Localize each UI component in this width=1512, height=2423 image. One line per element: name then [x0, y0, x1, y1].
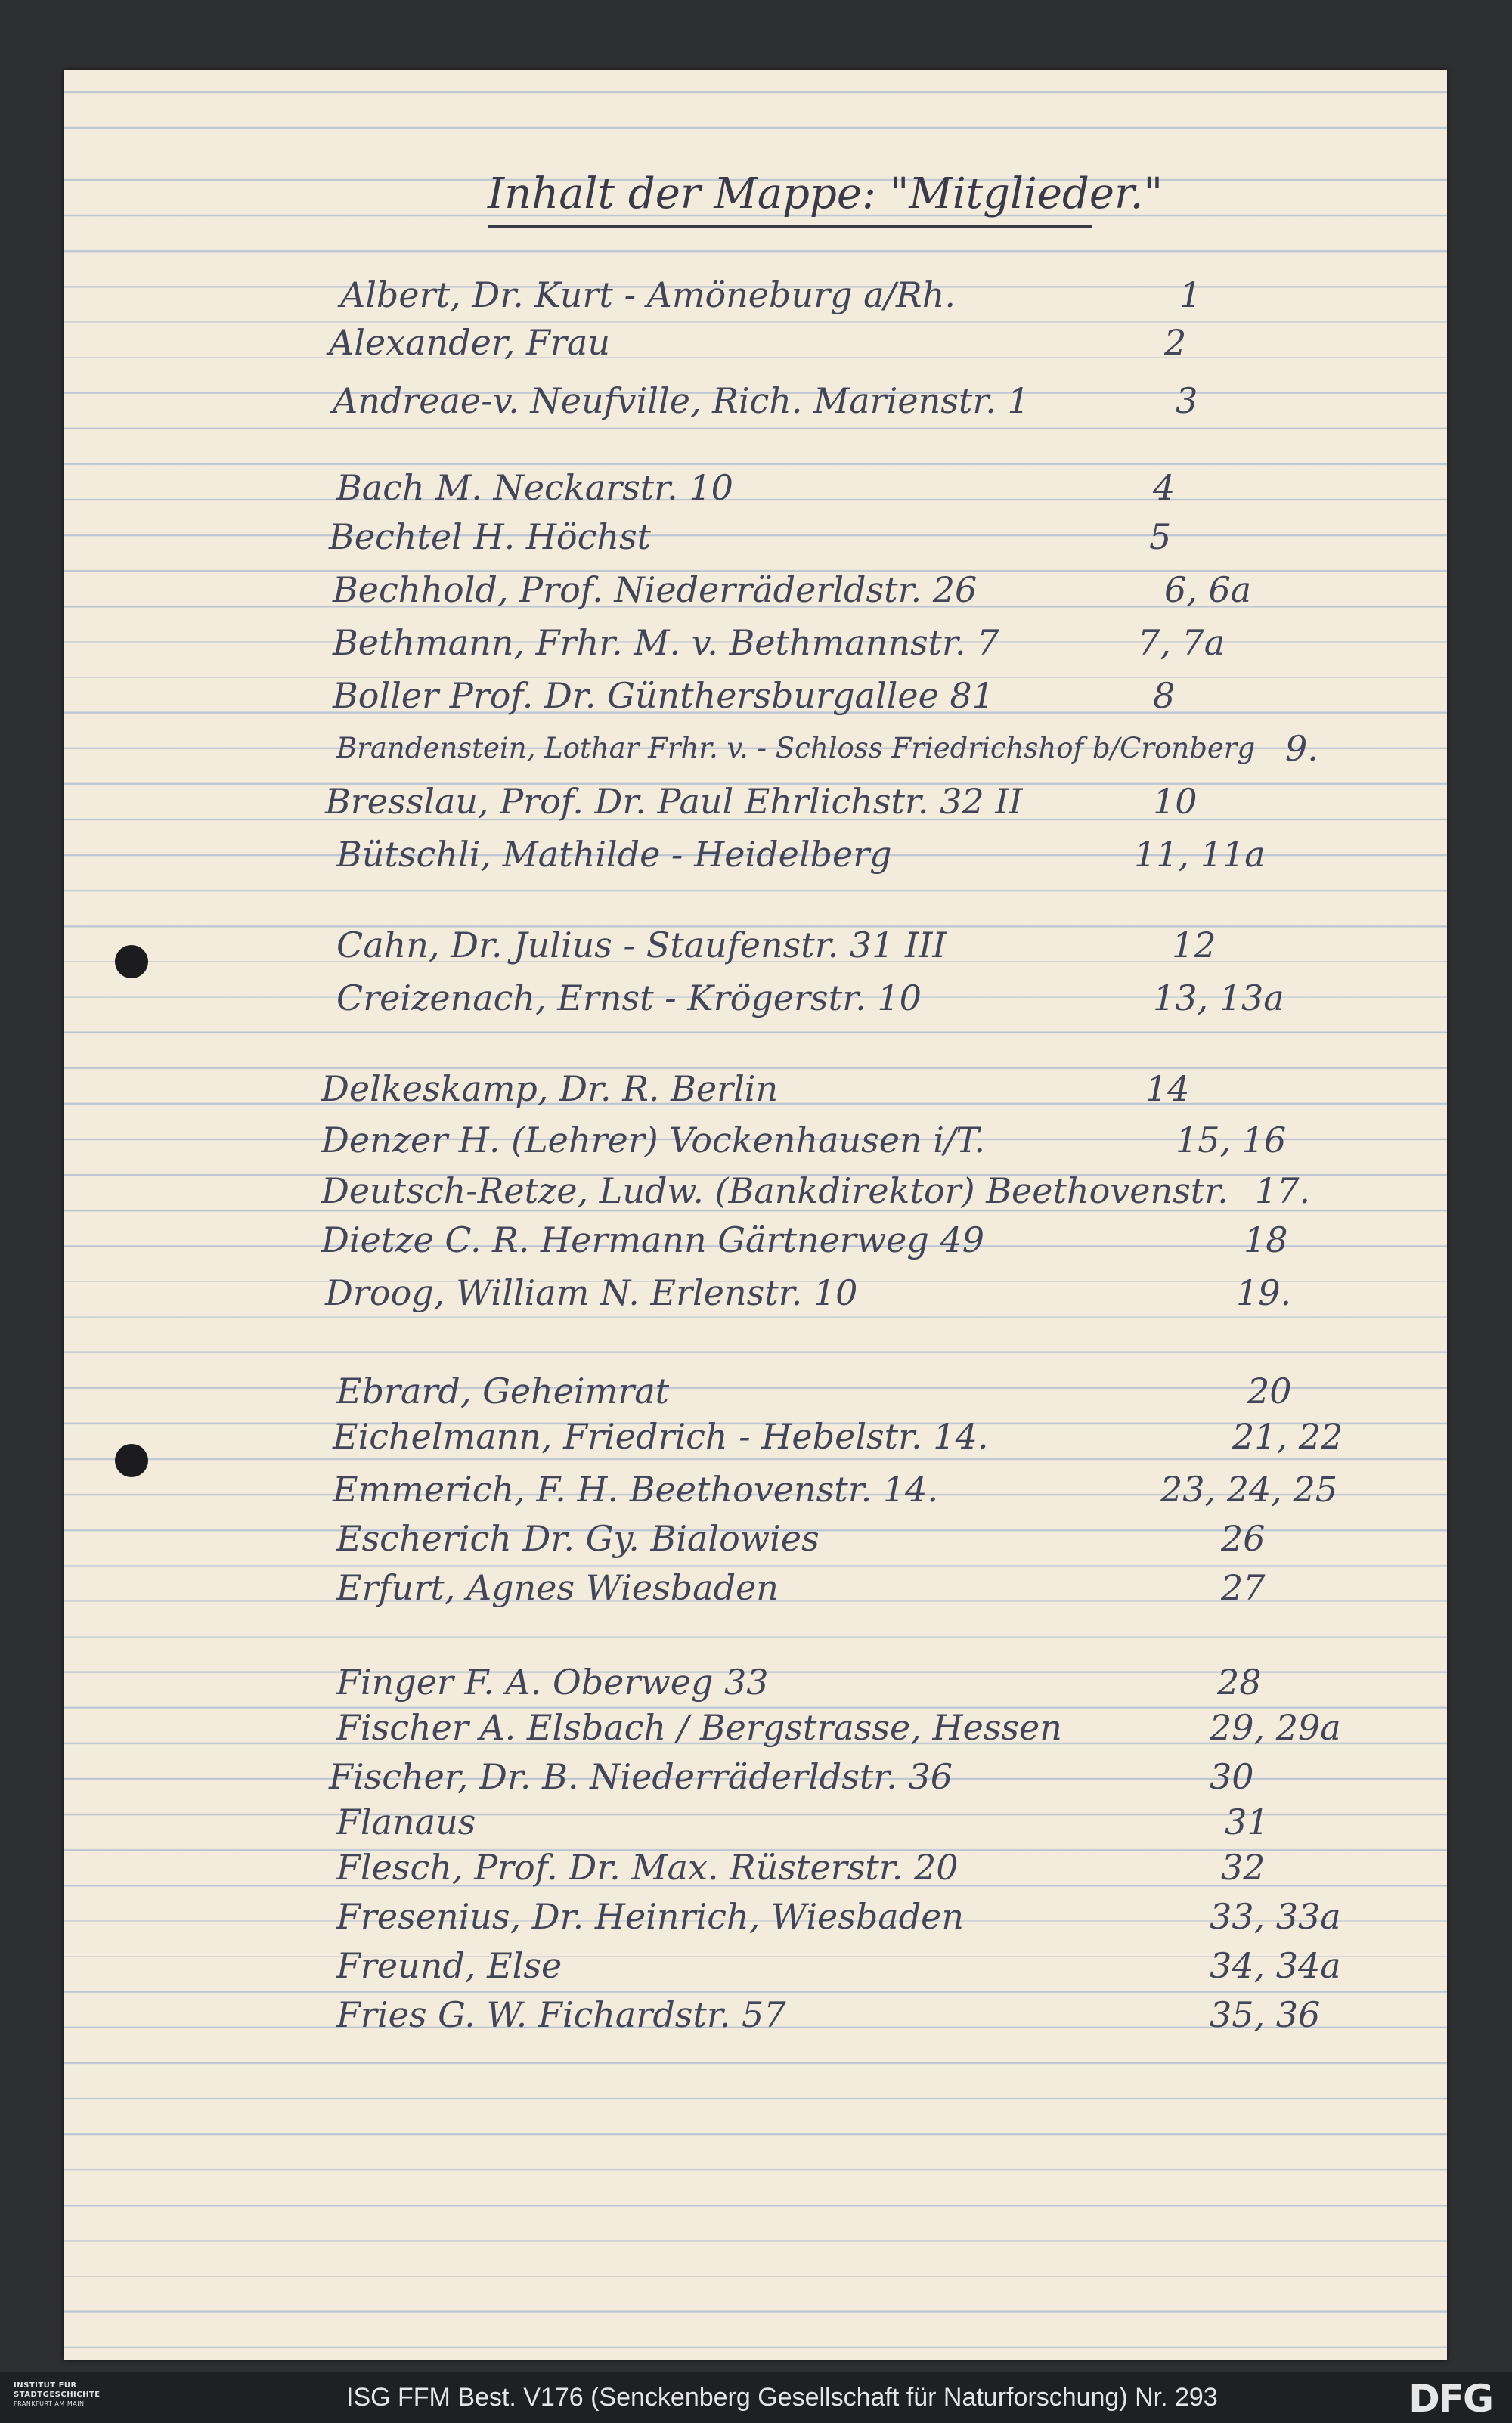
member-folio-number: 20 [1247, 1371, 1292, 1411]
member-folio-number: 4 [1153, 467, 1176, 508]
member-entry [0, 465, 1436, 510]
member-entry [0, 832, 1436, 877]
member-folio-number: 23, 24, 25 [1160, 1469, 1338, 1510]
member-entry [0, 1943, 1436, 1988]
member-folio-number: 5 [1149, 516, 1172, 557]
member-entry [0, 272, 1436, 318]
member-name: Albert, Dr. Kurt - Amöneburg a/Rh. [340, 274, 956, 315]
member-folio-number: 18 [1244, 1219, 1288, 1260]
member-entry [0, 779, 1436, 824]
institute-logo [14, 2381, 119, 2409]
member-entry [0, 1217, 1436, 1263]
dfg-logo: DFG [1408, 2377, 1492, 2421]
member-entry [0, 1066, 1436, 1111]
archive-caption: ISG FFM Best. V176 (Senckenberg Gesellschaft für Naturforschung) Nr. 293 [346, 2383, 1218, 2412]
member-entry [0, 1168, 1436, 1213]
footer-bar [0, 2372, 1512, 2423]
member-name: Flesch, Prof. Dr. Max. Rüsterstr. 20 [336, 1847, 959, 1888]
member-folio-number: 10 [1153, 781, 1198, 822]
member-name: Freund, Else [336, 1945, 562, 1986]
member-name: Fischer A. Elsbach / Bergstrasse, Hessen [336, 1707, 1062, 1748]
member-entry [0, 1754, 1436, 1799]
member-folio-number: 35, 36 [1210, 1994, 1321, 2035]
member-folio-number: 34, 34a [1210, 1945, 1341, 1986]
member-name: Bach M. Neckarstr. 10 [336, 467, 733, 508]
member-name: Andreae-v. Neufville, Rich. Marienstr. 1 [333, 380, 1030, 421]
member-name: Creizenach, Ernst - Krögerstr. 10 [336, 978, 922, 1018]
member-entry [0, 726, 1436, 771]
member-folio-number: 28 [1217, 1662, 1262, 1703]
member-folio-number: 31 [1225, 1802, 1269, 1842]
member-name: Denzer H. (Lehrer) Vockenhausen i/T. [321, 1120, 985, 1160]
member-name: Dietze C. R. Hermann Gärtnerweg 49 [321, 1219, 984, 1260]
member-entry [0, 673, 1436, 718]
member-folio-number: 15, 16 [1176, 1120, 1287, 1160]
member-entry [0, 1799, 1436, 1845]
member-entry [0, 1414, 1436, 1459]
member-folio-number: 8 [1153, 675, 1176, 716]
member-entry [0, 1368, 1436, 1414]
member-entry [0, 1270, 1436, 1315]
member-folio-number: 14 [1145, 1068, 1190, 1109]
member-name: Fries G. W. Fichardstr. 57 [336, 1994, 786, 2035]
member-entry [0, 1516, 1436, 1561]
institute-line3: FRANKFURT AM MAIN [14, 2400, 85, 2407]
member-folio-number: 19. [1236, 1272, 1292, 1313]
member-entry [0, 1467, 1436, 1512]
member-name: Droog, William N. Erlenstr. 10 [325, 1272, 858, 1313]
member-name: Emmerich, F. H. Beethovenstr. 14. [333, 1469, 939, 1510]
member-entry [0, 378, 1436, 423]
member-name: Deutsch-Retze, Ludw. (Bankdirektor) Beethovenstr. [321, 1170, 1228, 1211]
member-name: Flanaus [336, 1802, 476, 1842]
member-name: Bütschli, Mathilde - Heidelberg [336, 834, 892, 875]
member-folio-number: 7, 7a [1138, 622, 1225, 663]
member-folio-number: 2 [1164, 322, 1187, 363]
member-folio-number: 29, 29a [1210, 1707, 1341, 1748]
member-name: Eichelmann, Friedrich - Hebelstr. 14. [333, 1416, 989, 1457]
member-entry [0, 1894, 1436, 1939]
member-entry [0, 1845, 1436, 1890]
member-entry [0, 1659, 1436, 1705]
member-folio-number: 27 [1221, 1567, 1266, 1608]
member-folio-number: 33, 33a [1210, 1896, 1341, 1937]
member-name: Alexander, Frau [329, 322, 610, 363]
member-folio-number: 9. [1285, 728, 1318, 769]
member-entry [0, 567, 1436, 612]
member-entry [0, 922, 1436, 968]
member-folio-number: 6, 6a [1164, 569, 1252, 610]
member-folio-number: 13, 13a [1153, 978, 1284, 1018]
member-name: Fresenius, Dr. Heinrich, Wiesbaden [336, 1896, 965, 1937]
member-entry [0, 514, 1436, 559]
member-entry [0, 320, 1436, 365]
member-name: Fischer, Dr. B. Niederräderldstr. 36 [329, 1756, 953, 1797]
member-entry [0, 975, 1436, 1021]
member-folio-number: 12 [1172, 925, 1216, 965]
institute-line2: STADTGESCHICHTE [14, 2390, 101, 2399]
member-name: Bresslau, Prof. Dr. Paul Ehrlichstr. 32 II [325, 781, 1023, 822]
member-name: Cahn, Dr. Julius - Staufenstr. 31 III [336, 925, 947, 965]
member-name: Boller Prof. Dr. Günthersburgallee 81 [333, 675, 994, 716]
member-entry [0, 620, 1436, 665]
member-folio-number: 26 [1221, 1518, 1266, 1559]
page-title: Inhalt der Mappe: "Mitglieder." [488, 168, 1092, 228]
member-folio-number: 32 [1221, 1847, 1266, 1888]
member-folio-number: 3 [1176, 380, 1198, 421]
member-entry [0, 1992, 1436, 2037]
member-name: Bechtel H. Höchst [329, 516, 652, 557]
member-name: Finger F. A. Oberweg 33 [336, 1662, 769, 1703]
member-folio-number: 21, 22 [1232, 1416, 1343, 1457]
member-folio-number: 1 [1179, 274, 1202, 315]
member-name: Bechhold, Prof. Niederräderldstr. 26 [333, 569, 978, 610]
member-name: Delkeskamp, Dr. R. Berlin [321, 1068, 779, 1109]
member-entry [0, 1705, 1436, 1750]
institute-line1: INSTITUT FÜR [14, 2381, 77, 2390]
member-name: Escherich Dr. Gy. Bialowies [336, 1518, 820, 1559]
member-name: Erfurt, Agnes Wiesbaden [336, 1567, 779, 1608]
member-entry [0, 1117, 1436, 1163]
member-name: Brandenstein, Lothar Frhr. v. - Schloss Friedrichshof b/Cronberg [336, 732, 1256, 764]
member-folio-number: 17. [1255, 1170, 1311, 1211]
member-folio-number: 11, 11a [1134, 834, 1266, 875]
member-entry [0, 1565, 1436, 1610]
member-name: Bethmann, Frhr. M. v. Bethmannstr. 7 [333, 622, 999, 663]
member-name: Ebrard, Geheimrat [336, 1371, 670, 1411]
member-folio-number: 30 [1210, 1756, 1254, 1797]
